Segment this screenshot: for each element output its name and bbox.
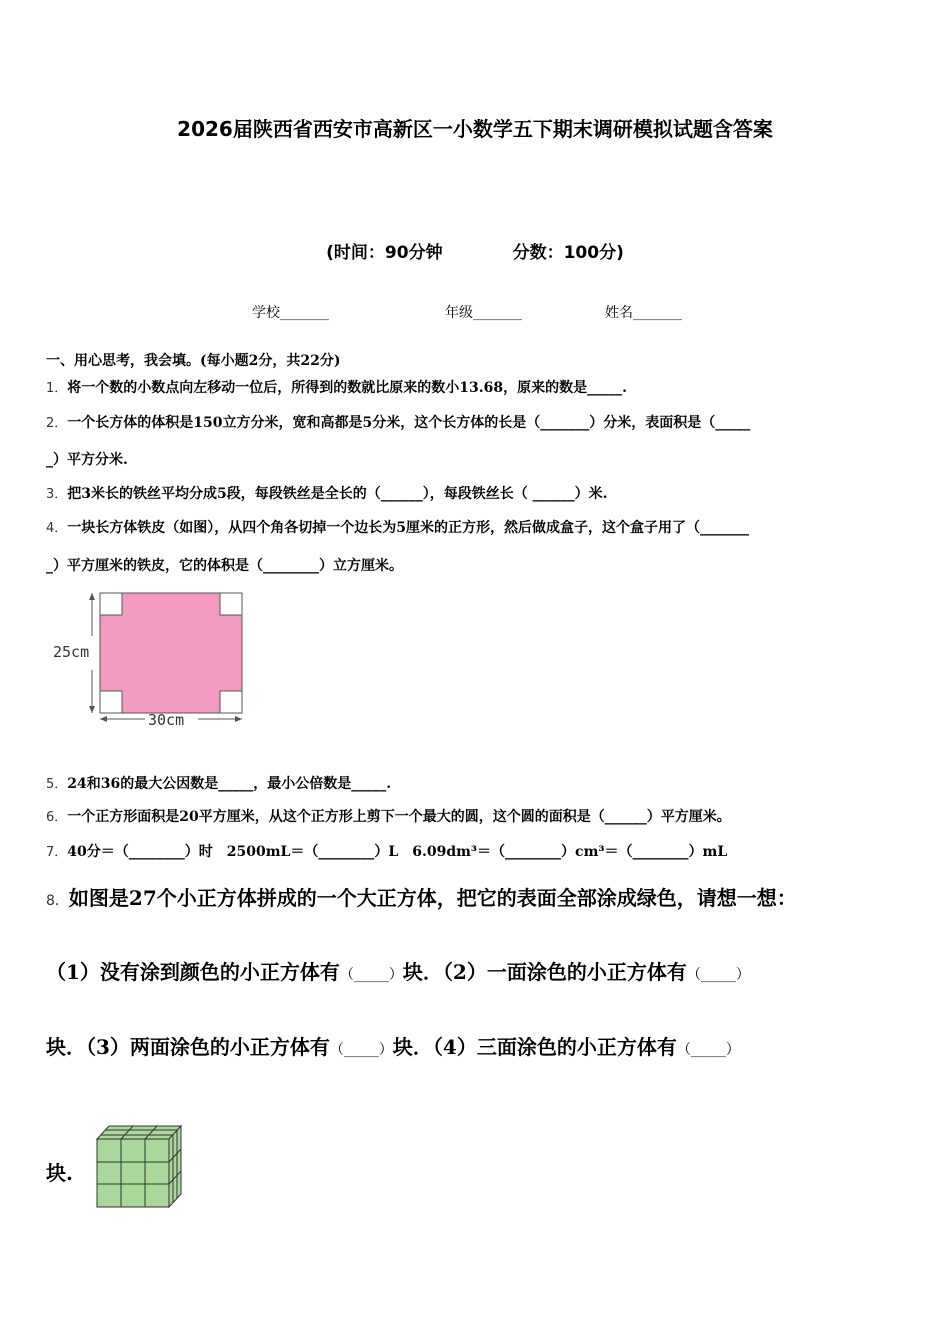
cube-figure	[94, 1123, 186, 1209]
question-number: 5．	[46, 777, 68, 792]
question-2-continued: _）平方分米.	[46, 452, 128, 468]
corner-square	[100, 593, 122, 615]
question-text: 把3米长的铁丝平均分成5段，每段铁丝是全长的（______），每段铁丝长（ ______）米.	[67, 486, 608, 502]
cube-top-face	[97, 1126, 181, 1139]
name-field: 姓名_______	[605, 305, 682, 321]
question-number: 2．	[46, 416, 68, 431]
answer-blank: （_____）	[676, 1042, 740, 1058]
question-4-continued: _）平方厘米的铁皮，它的体积是（________）立方厘米。	[46, 558, 403, 574]
arrow-right-icon	[235, 716, 242, 722]
question-text: 一块长方体铁皮（如图），从四个角各切掉一个边长为5厘米的正方形，然后做成盒子，这个盒子用了（_______	[67, 520, 750, 536]
question-5	[46, 773, 391, 793]
part-3-text: 块．（3）两面涂色的小正方体有	[46, 1035, 330, 1059]
page-title: 2026届陕西省西安市高新区一小数学五下期末调研模拟试题含答案	[177, 117, 773, 141]
exam-meta	[0, 238, 950, 263]
arrow-left-icon	[100, 716, 107, 722]
question-8-line-2	[46, 956, 750, 985]
arrow-down-icon	[89, 706, 95, 713]
section-heading: 一、用心思考，我会填。(每小题2分，共22分)	[46, 353, 341, 369]
part-1-text: （1）没有涂到颜色的小正方体有	[46, 960, 340, 984]
arrow-up-icon	[89, 593, 95, 600]
question-text: 24和36的最大公因数是_____，最小公倍数是_____.	[67, 776, 392, 792]
question-8-line-4: 块.	[46, 1161, 73, 1185]
iron-sheet-figure	[50, 588, 250, 730]
width-label: 30cm	[148, 711, 185, 729]
question-7	[46, 841, 727, 861]
cube-side-face	[169, 1126, 181, 1207]
corner-square	[220, 691, 242, 713]
answer-blank: （_____）	[686, 967, 750, 983]
question-text: 将一个数的小数点向左移动一位后，所得到的数就比原来的数小13.68，原来的数是_____.	[67, 380, 627, 396]
question-4	[46, 517, 749, 537]
question-number: 8．	[46, 893, 69, 909]
question-3	[46, 483, 608, 503]
height-label: 25cm	[53, 643, 90, 661]
question-1	[46, 377, 627, 397]
question-text: 一个正方形面积是20平方厘米，从这个正方形上剪下一个最大的圆，这个圆的面积是（______）平方厘米。	[67, 809, 731, 825]
question-number: 3．	[46, 487, 68, 502]
question-8-line-3	[46, 1031, 740, 1060]
question-text: 一个长方体的体积是150立方分米，宽和高都是5分米，这个长方体的长是（_______）分米，表面积是（_____	[67, 415, 751, 431]
question-text: 40分＝（________）时 2500mL＝（________）L 6.09dm³＝（________）cm³＝（________）mL	[67, 844, 728, 860]
question-number: 7．	[46, 845, 68, 860]
exam-time: (时间：90分钟	[326, 243, 443, 263]
cube-front-face	[97, 1139, 169, 1207]
question-number: 1．	[46, 381, 68, 396]
part-4-text: 块．（4）三面涂色的小正方体有	[392, 1035, 677, 1059]
question-6	[46, 806, 731, 826]
answer-blank: （_____）	[329, 1042, 393, 1058]
grade-field: 年级_______	[445, 305, 522, 321]
exam-score: 分数：100分)	[512, 243, 624, 263]
question-8	[46, 882, 797, 911]
corner-square	[100, 691, 122, 713]
school-field: 学校_______	[252, 305, 329, 321]
question-2	[46, 412, 750, 432]
corner-square	[220, 593, 242, 615]
question-number: 4．	[46, 521, 68, 536]
part-2-text: 块．（2）一面涂色的小正方体有	[402, 960, 687, 984]
question-text: 如图是27个小正方体拼成的一个大正方体，把它的表面全部涂成绿色，请想一想：	[68, 886, 797, 910]
answer-blank: （_____）	[339, 967, 403, 983]
question-number: 6．	[46, 810, 68, 825]
